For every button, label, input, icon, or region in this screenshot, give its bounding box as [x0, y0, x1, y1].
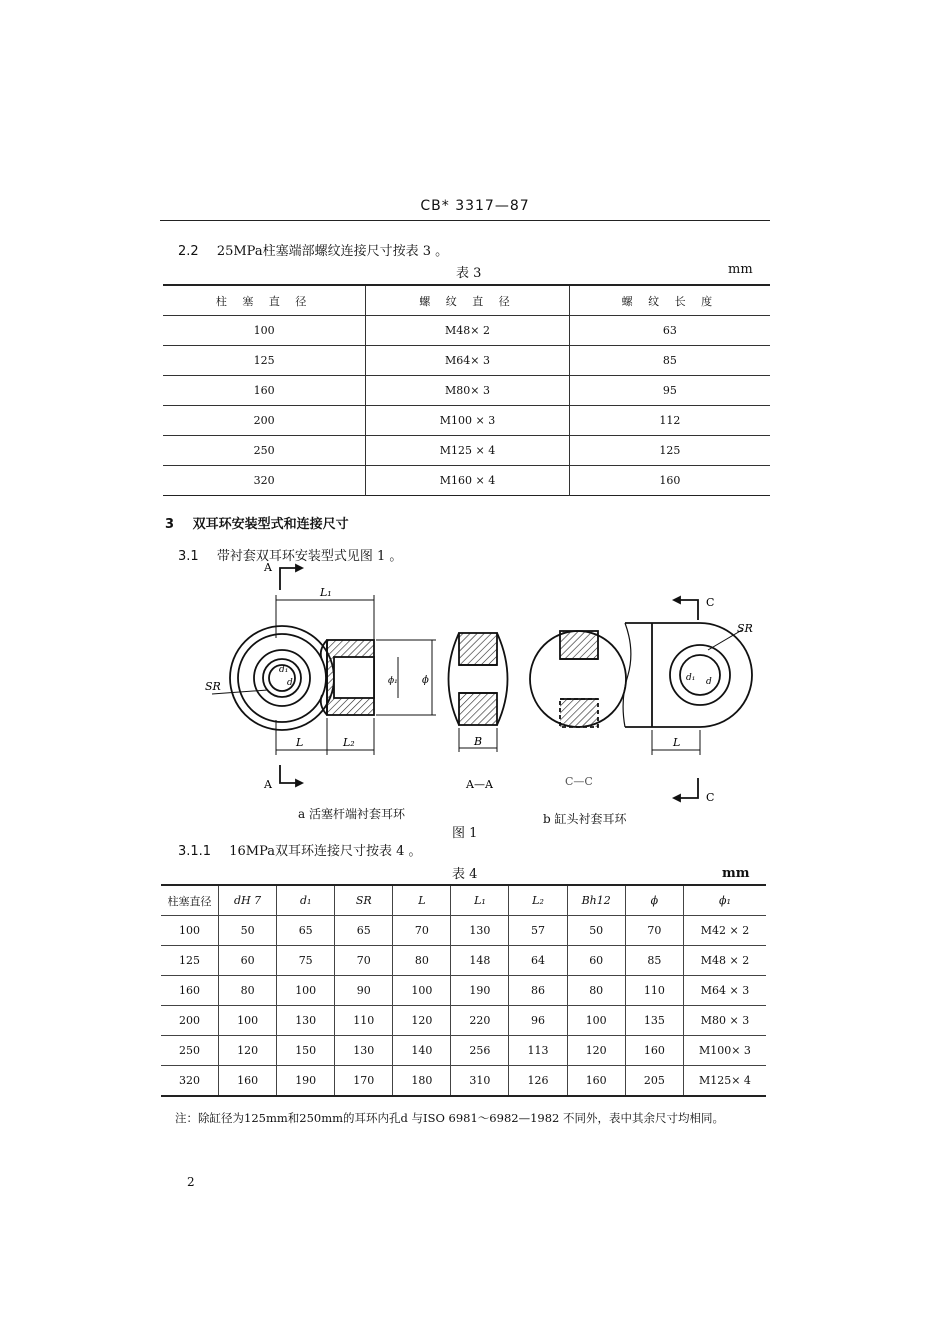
section-3-1-1-number: 3.1.1	[178, 844, 212, 859]
table-cell: 80	[393, 946, 451, 976]
section-title-cc: C—C	[565, 775, 593, 788]
table-cell: M100× 3	[683, 1036, 766, 1066]
figure-title: 图 1	[452, 826, 478, 841]
table-row	[161, 1006, 766, 1036]
document-code: CB* 3317—87	[420, 198, 530, 214]
table-cell: 160	[163, 376, 366, 406]
table-cell: M160 × 4	[366, 466, 569, 496]
table4-header: ϕ₁	[683, 885, 766, 916]
table-cell: 65	[277, 916, 335, 946]
table-cell: 112	[569, 406, 770, 436]
table-cell: 70	[393, 916, 451, 946]
table-cell: 60	[567, 946, 625, 976]
table-cell: M100 × 3	[366, 406, 569, 436]
section-3-1-1-text: 16MPa双耳环连接尺寸按表 4 。	[229, 844, 422, 859]
table4-header: L₁	[451, 885, 509, 916]
table-row	[161, 1036, 766, 1066]
table-cell: 125	[161, 946, 219, 976]
section-3-1-text: 带衬套双耳环安装型式见图 1 。	[216, 549, 403, 564]
table-row	[163, 316, 770, 346]
dim-label-B: B	[474, 735, 483, 748]
table-row	[163, 436, 770, 466]
table-cell: M42 × 2	[683, 916, 766, 946]
table-row	[161, 916, 766, 946]
table-cell: 135	[625, 1006, 683, 1036]
table3-header-row	[163, 285, 770, 316]
table-cell: 120	[393, 1006, 451, 1036]
table-cell: 113	[509, 1036, 567, 1066]
table-cell: 160	[161, 976, 219, 1006]
table3-header: 螺 纹 长 度	[569, 285, 770, 316]
table-cell: 160	[569, 466, 770, 496]
figure-caption-b: b 缸头衬套耳环	[543, 812, 627, 826]
eye-outer-circle	[230, 626, 334, 730]
table-cell: 100	[393, 976, 451, 1006]
section-3-heading	[165, 513, 349, 532]
table-cell: 64	[509, 946, 567, 976]
table-row	[161, 946, 766, 976]
table-cell: 130	[277, 1006, 335, 1036]
table-cell: 130	[335, 1036, 393, 1066]
dim-label-phi1: ϕ₁	[388, 676, 398, 686]
section-3-number: 3	[165, 517, 175, 532]
table4-header: ϕ	[625, 885, 683, 916]
section-3-1-1	[178, 840, 422, 859]
dim-label-d1-right: d₁	[686, 673, 696, 683]
dim-label-L-right: L	[673, 736, 681, 749]
table-cell: 50	[219, 916, 277, 946]
table-cell: 310	[451, 1066, 509, 1097]
table-cell: 200	[163, 406, 366, 436]
section-marker-a-bottom	[280, 765, 302, 786]
table4-header: Bh12	[567, 885, 625, 916]
table3-header: 柱 塞 直 径	[163, 285, 366, 316]
table4-header: SR	[335, 885, 393, 916]
table-cell: 63	[569, 316, 770, 346]
table-cell: 320	[161, 1066, 219, 1097]
dim-label-d1-left: d₁	[279, 665, 289, 675]
table4-header-row	[161, 885, 766, 916]
table-row	[161, 1066, 766, 1097]
table-cell: 70	[335, 946, 393, 976]
table3-header: 螺 纹 直 径	[366, 285, 569, 316]
section-3-1-number: 3.1	[178, 549, 199, 564]
section-label-a-bottom: A	[264, 778, 272, 791]
table-cell: M80× 3	[366, 376, 569, 406]
table-cell: 100	[161, 916, 219, 946]
table-cell: 320	[163, 466, 366, 496]
table4-header: L	[393, 885, 451, 916]
table-row	[161, 976, 766, 1006]
table4-header: dH 7	[219, 885, 277, 916]
table4-title: 表 4	[452, 867, 478, 882]
table-cell: M125 × 4	[366, 436, 569, 466]
table-cell: 85	[625, 946, 683, 976]
section-marker-a-top	[280, 565, 302, 590]
table-cell: 250	[161, 1036, 219, 1066]
dim-label-L1: L₁	[320, 586, 332, 599]
table3	[163, 284, 770, 496]
table-cell: 100	[277, 976, 335, 1006]
table-cell: 95	[569, 376, 770, 406]
table-cell: 86	[509, 976, 567, 1006]
table-cell: 190	[451, 976, 509, 1006]
table3-title: 表 3	[456, 266, 482, 281]
dim-label-L-left: L	[296, 736, 304, 749]
table4-header: 柱塞直径	[161, 885, 219, 916]
table-cell: 50	[567, 916, 625, 946]
view-b-cylinder-head-eye	[623, 597, 752, 801]
table-cell: 70	[625, 916, 683, 946]
table-cell: 160	[219, 1066, 277, 1097]
table-cell: 110	[335, 1006, 393, 1036]
table-row	[163, 346, 770, 376]
dim-label-SR-left: SR	[205, 680, 221, 693]
table-cell: 110	[625, 976, 683, 1006]
table-row	[163, 466, 770, 496]
table-cell: M48× 2	[366, 316, 569, 346]
dim-label-d-left: d	[287, 678, 293, 688]
table-cell: 125	[569, 436, 770, 466]
table-cell: 120	[219, 1036, 277, 1066]
table-cell: 85	[569, 346, 770, 376]
section-cc-view	[530, 631, 626, 727]
section-3-text: 双耳环安装型式和连接尺寸	[192, 517, 349, 532]
table4	[161, 884, 766, 1097]
table-cell: 96	[509, 1006, 567, 1036]
table-cell: M64 × 3	[683, 976, 766, 1006]
dim-label-d-right: d	[706, 677, 712, 687]
header-rule	[160, 220, 770, 221]
table-cell: 220	[451, 1006, 509, 1036]
dim-label-L2: L₂	[343, 736, 355, 749]
table-cell: 100	[219, 1006, 277, 1036]
table3-unit: mm	[728, 262, 753, 277]
table-cell: M125× 4	[683, 1066, 766, 1097]
page-number: 2	[187, 1175, 195, 1189]
section-2-2-text: 25MPa柱塞端部螺纹连接尺寸按表 3 。	[216, 244, 449, 259]
table-cell: 100	[163, 316, 366, 346]
table-cell: M80 × 3	[683, 1006, 766, 1036]
table-row	[163, 406, 770, 436]
dim-label-phi: ϕ	[422, 675, 429, 686]
table-row	[163, 376, 770, 406]
table-cell: 148	[451, 946, 509, 976]
table-cell: 140	[393, 1036, 451, 1066]
section-2-2	[178, 240, 448, 259]
table-cell: 75	[277, 946, 335, 976]
section-label-c-bottom: C	[706, 791, 715, 804]
table-cell: M64× 3	[366, 346, 569, 376]
table-cell: 60	[219, 946, 277, 976]
table-cell: 150	[277, 1036, 335, 1066]
section-title-aa: A—A	[466, 778, 493, 791]
table-cell: 80	[567, 976, 625, 1006]
section-2-2-number: 2.2	[178, 244, 199, 259]
table-cell: 256	[451, 1036, 509, 1066]
table-cell: 160	[567, 1066, 625, 1097]
table-cell: 205	[625, 1066, 683, 1097]
table-cell: 126	[509, 1066, 567, 1097]
dim-label-SR-right: SR	[737, 622, 753, 635]
table-cell: 180	[393, 1066, 451, 1097]
section-label-a-top: A	[264, 561, 272, 574]
table-cell: 90	[335, 976, 393, 1006]
table-cell: 160	[625, 1036, 683, 1066]
table-cell: M48 × 2	[683, 946, 766, 976]
table4-note: 注：除缸径为125mm和250mm的耳环内孔d 与ISO 6981～6982—1982 不同外，表中其余尺寸均相同。	[175, 1111, 724, 1125]
table-cell: 170	[335, 1066, 393, 1097]
table4-header: L₂	[509, 885, 567, 916]
table-cell: 200	[161, 1006, 219, 1036]
table4-header: d₁	[277, 885, 335, 916]
section-label-c-top: C	[706, 596, 715, 609]
table-cell: 130	[451, 916, 509, 946]
table-cell: 250	[163, 436, 366, 466]
table4-unit: mm	[722, 866, 750, 881]
figure-1-drawing	[190, 560, 770, 825]
table-cell: 120	[567, 1036, 625, 1066]
figure-caption-a: a 活塞杆端衬套耳环	[298, 807, 405, 821]
table-cell: 57	[509, 916, 567, 946]
table-cell: 125	[163, 346, 366, 376]
table-cell: 190	[277, 1066, 335, 1097]
table-cell: 100	[567, 1006, 625, 1036]
table-cell: 65	[335, 916, 393, 946]
table-cell: 80	[219, 976, 277, 1006]
